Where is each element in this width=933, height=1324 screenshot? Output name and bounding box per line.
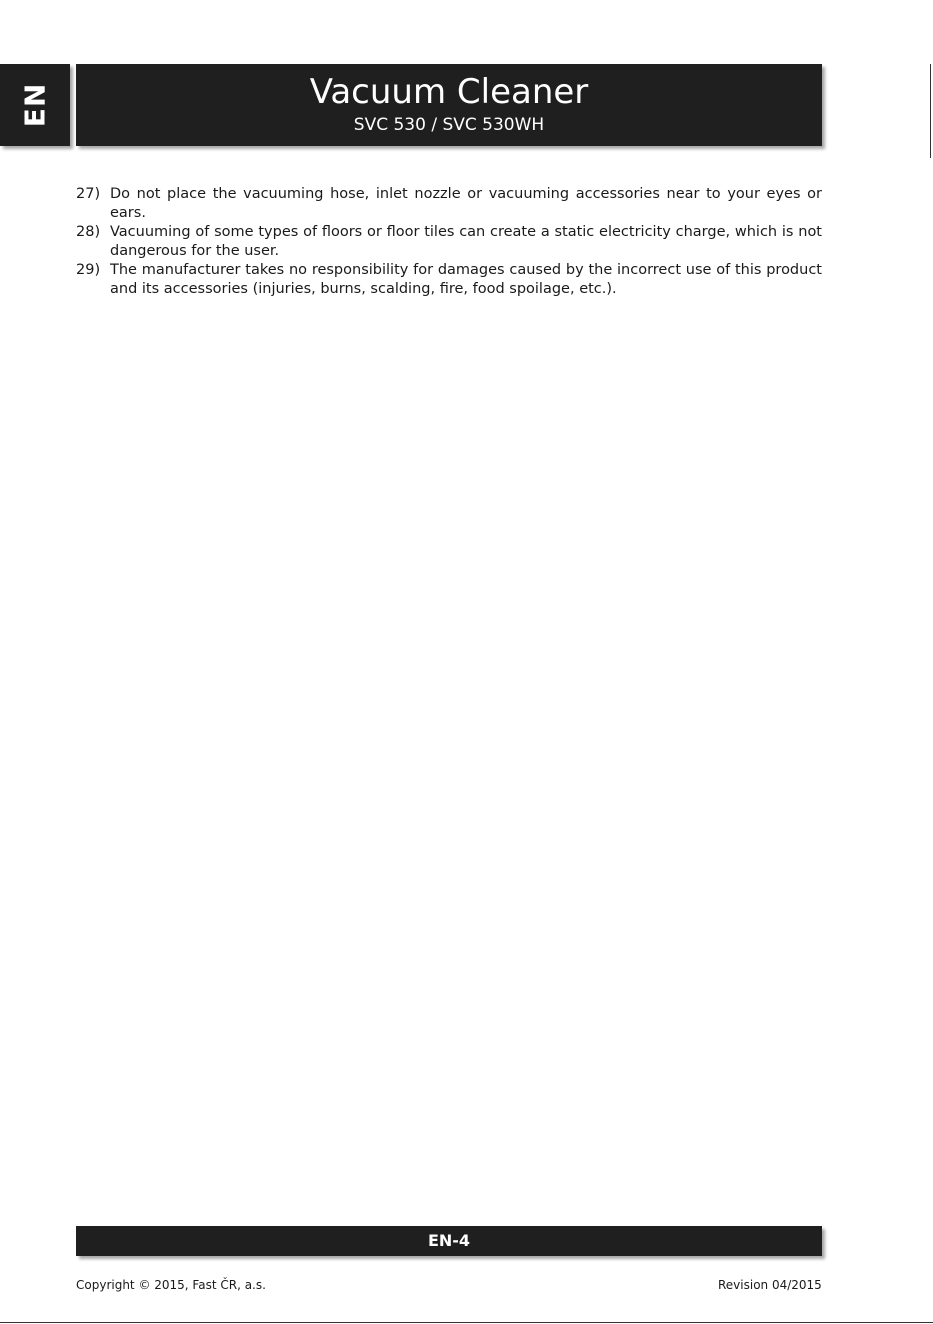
item-text: Do not place the vacuuming hose, inlet nozzle or vacuuming accessories near to your eyes or ears. [110, 186, 822, 221]
item-text: The manufacturer takes no responsibility for damages caused by the incorrect use of this product and its accessories (injuries, burns, scalding, fire, food spoilage, etc.). [110, 262, 822, 297]
header-bar [76, 64, 822, 146]
page-number: EN-4 [427, 1231, 471, 1250]
item-number: 29) [76, 262, 101, 278]
page-edge-line [930, 64, 931, 158]
revision-text: Revision 04/2015 [718, 1278, 822, 1292]
copyright-text: Copyright © 2015, Fast ČR, a.s. [76, 1278, 266, 1292]
page-bottom-line [0, 1322, 933, 1323]
list-item [76, 261, 822, 299]
list-item [76, 223, 822, 261]
safety-instructions-list [76, 185, 822, 299]
language-tab [0, 64, 70, 146]
language-label: EN [18, 82, 52, 128]
item-number: 28) [76, 224, 101, 240]
list-item [76, 185, 822, 223]
footer-bar [76, 1226, 822, 1256]
model-subtitle: SVC 530 / SVC 530WH [353, 115, 545, 135]
item-text: Vacuuming of some types of floors or floor tiles can create a static electricity charge, which is not dangerous for the user. [110, 224, 822, 259]
page-title: Vacuum Cleaner [309, 72, 589, 112]
item-number: 27) [76, 186, 101, 202]
